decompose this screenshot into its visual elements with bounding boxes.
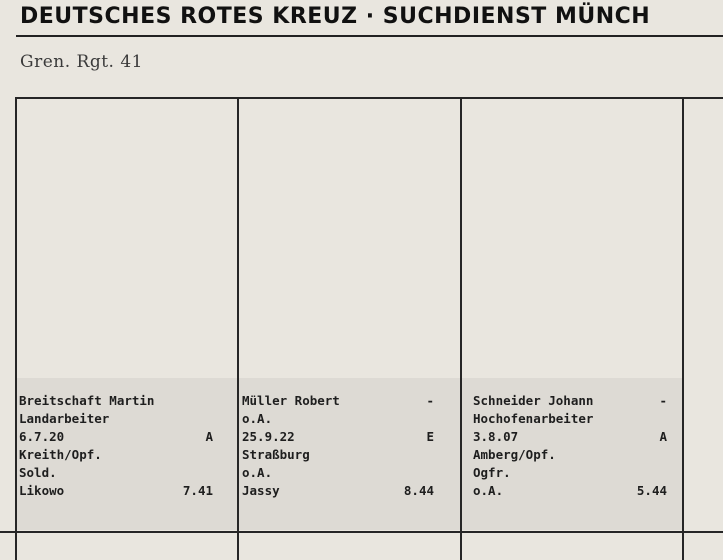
regiment-subtitle: Gren. Rgt. 41 <box>20 52 143 72</box>
record-card <box>473 392 667 500</box>
record-card <box>19 392 213 500</box>
birth-mark: E <box>426 429 434 444</box>
military-rank: Sold. <box>19 465 57 480</box>
person-name: Schneider Johann <box>473 393 594 408</box>
grid-divider-0 <box>15 97 17 560</box>
person-occupation: Landarbeiter <box>19 411 110 426</box>
military-rank: o.A. <box>242 465 273 480</box>
record-card <box>242 392 434 500</box>
person-name: Breitschaft Martin <box>19 393 155 408</box>
person-name: Müller Robert <box>242 393 340 408</box>
grid-divider-1 <box>237 97 239 560</box>
birth-place: Kreith/Opf. <box>19 447 102 462</box>
birth-date: 25.9.22 <box>242 429 295 444</box>
last-known-place: Jassy <box>242 483 280 498</box>
birth-mark: A <box>205 429 213 444</box>
birth-mark: A <box>659 429 667 444</box>
military-rank: Ogfr. <box>473 465 511 480</box>
name-mark: - <box>659 393 667 408</box>
birth-date: 3.8.07 <box>473 429 519 444</box>
last-known-place: o.A. <box>473 483 504 498</box>
header-rule <box>16 35 723 37</box>
person-occupation: o.A. <box>242 411 273 426</box>
grid-divider-3 <box>682 97 684 560</box>
person-occupation: Hochofenarbeiter <box>473 411 594 426</box>
last-known-date: 8.44 <box>403 483 434 498</box>
grid-bottom-rule <box>0 531 723 533</box>
birth-place: Amberg/Opf. <box>473 447 556 462</box>
grid-divider-2 <box>460 97 462 560</box>
page-header-title: DEUTSCHES ROTES KREUZ · SUCHDIENST MÜNCH <box>20 4 651 29</box>
birth-place: Straßburg <box>242 447 310 462</box>
grid-top-rule <box>16 97 723 99</box>
last-known-place: Likowo <box>19 483 65 498</box>
last-known-date: 5.44 <box>636 483 667 498</box>
name-mark: - <box>426 393 434 408</box>
last-known-date: 7.41 <box>182 483 213 498</box>
birth-date: 6.7.20 <box>19 429 65 444</box>
